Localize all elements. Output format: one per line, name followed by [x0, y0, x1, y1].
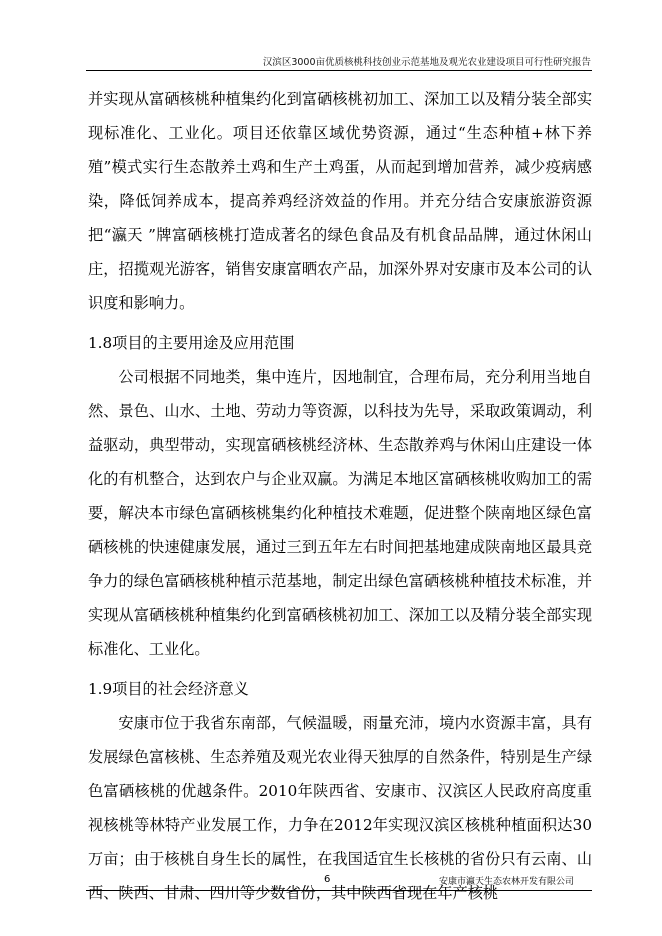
footer-divider [86, 890, 592, 891]
header-divider [86, 70, 592, 71]
page-number: 6 [324, 874, 331, 885]
section-heading-1-8: 1.8项目的主要用途及应用范围 [88, 334, 295, 352]
paragraph-usage-scope: 公司根据不同地类，集中连片，因地制宜，合理布局，充分利用当地自然、景色、山水、土地、劳动力等资源，以科技为先导，采取政策调动，利益驱动，典型带动，实现富硒核桃经济林、生态散养鸡与休闲山庄建设一体化的有机整合，达到农户与企业双赢。为满足本地区富硒核桃收购加工的需要，解决本市绿色富硒核桃集约化种植技术难题，促进整个陕南地区绿色富硒核桃的快速健康发展，通过三到五年左右时间把基地建成陕南地区最具竞争力的绿色富硒核桃种植示范基地，制定出绿色富硒核桃种植技术标准，并实现从富硒核桃种植集约化到富硒核桃初加工、深加工以及精分装全部实现标准化、工业化。 [88, 368, 592, 658]
paragraph-social-economic: 安康市位于我省东南部，气候温暖，雨量充沛，境内水资源丰富，具有发展绿色富核桃、生态养殖及观光农业得天独厚的自然条件，特别是生产绿色富硒核桃的优越条件。2010年陕西省、安康市、汉滨区人民政府高度重视核桃等林特产业发展工作，力争在2012年实现汉滨区核桃种植面积达30万亩；由于核桃自身生长的属性，在我国适宜生长核桃的省份只有云南、山西、陕西、甘肃、四川等少数省份，其中陕西省现在年产核桃 [88, 714, 592, 902]
section-heading-1-9: 1.9项目的社会经济意义 [88, 680, 249, 698]
footer-company: 安康市瀛天生态农林开发有限公司 [438, 877, 574, 887]
document-body [88, 82, 592, 910]
paragraph-continued: 并实现从富硒核桃种植集约化到富硒核桃初加工、深加工以及精分装全部实现标准化、工业化。项目还依靠区域优势资源，通过“生态种植+林下养殖”模式实行生态散养土鸡和生产土鸡蛋，从而起到增加营养，减少疫病感染，降低饲养成本，提高养鸡经济效益的作用。并充分结合安康旅游资源把“瀛天 ”牌富硒核桃打造成著名的绿色食品及有机食品品牌，通过休闲山庄，招揽观光游客，销售安康富晒农产品，加深外界对安康市及本公司的认识度和影响力。 [88, 90, 592, 312]
header-title: 汉滨区3000亩优质核桃科技创业示范基地及观光农业建设项目可行性研究报告 [262, 57, 591, 68]
